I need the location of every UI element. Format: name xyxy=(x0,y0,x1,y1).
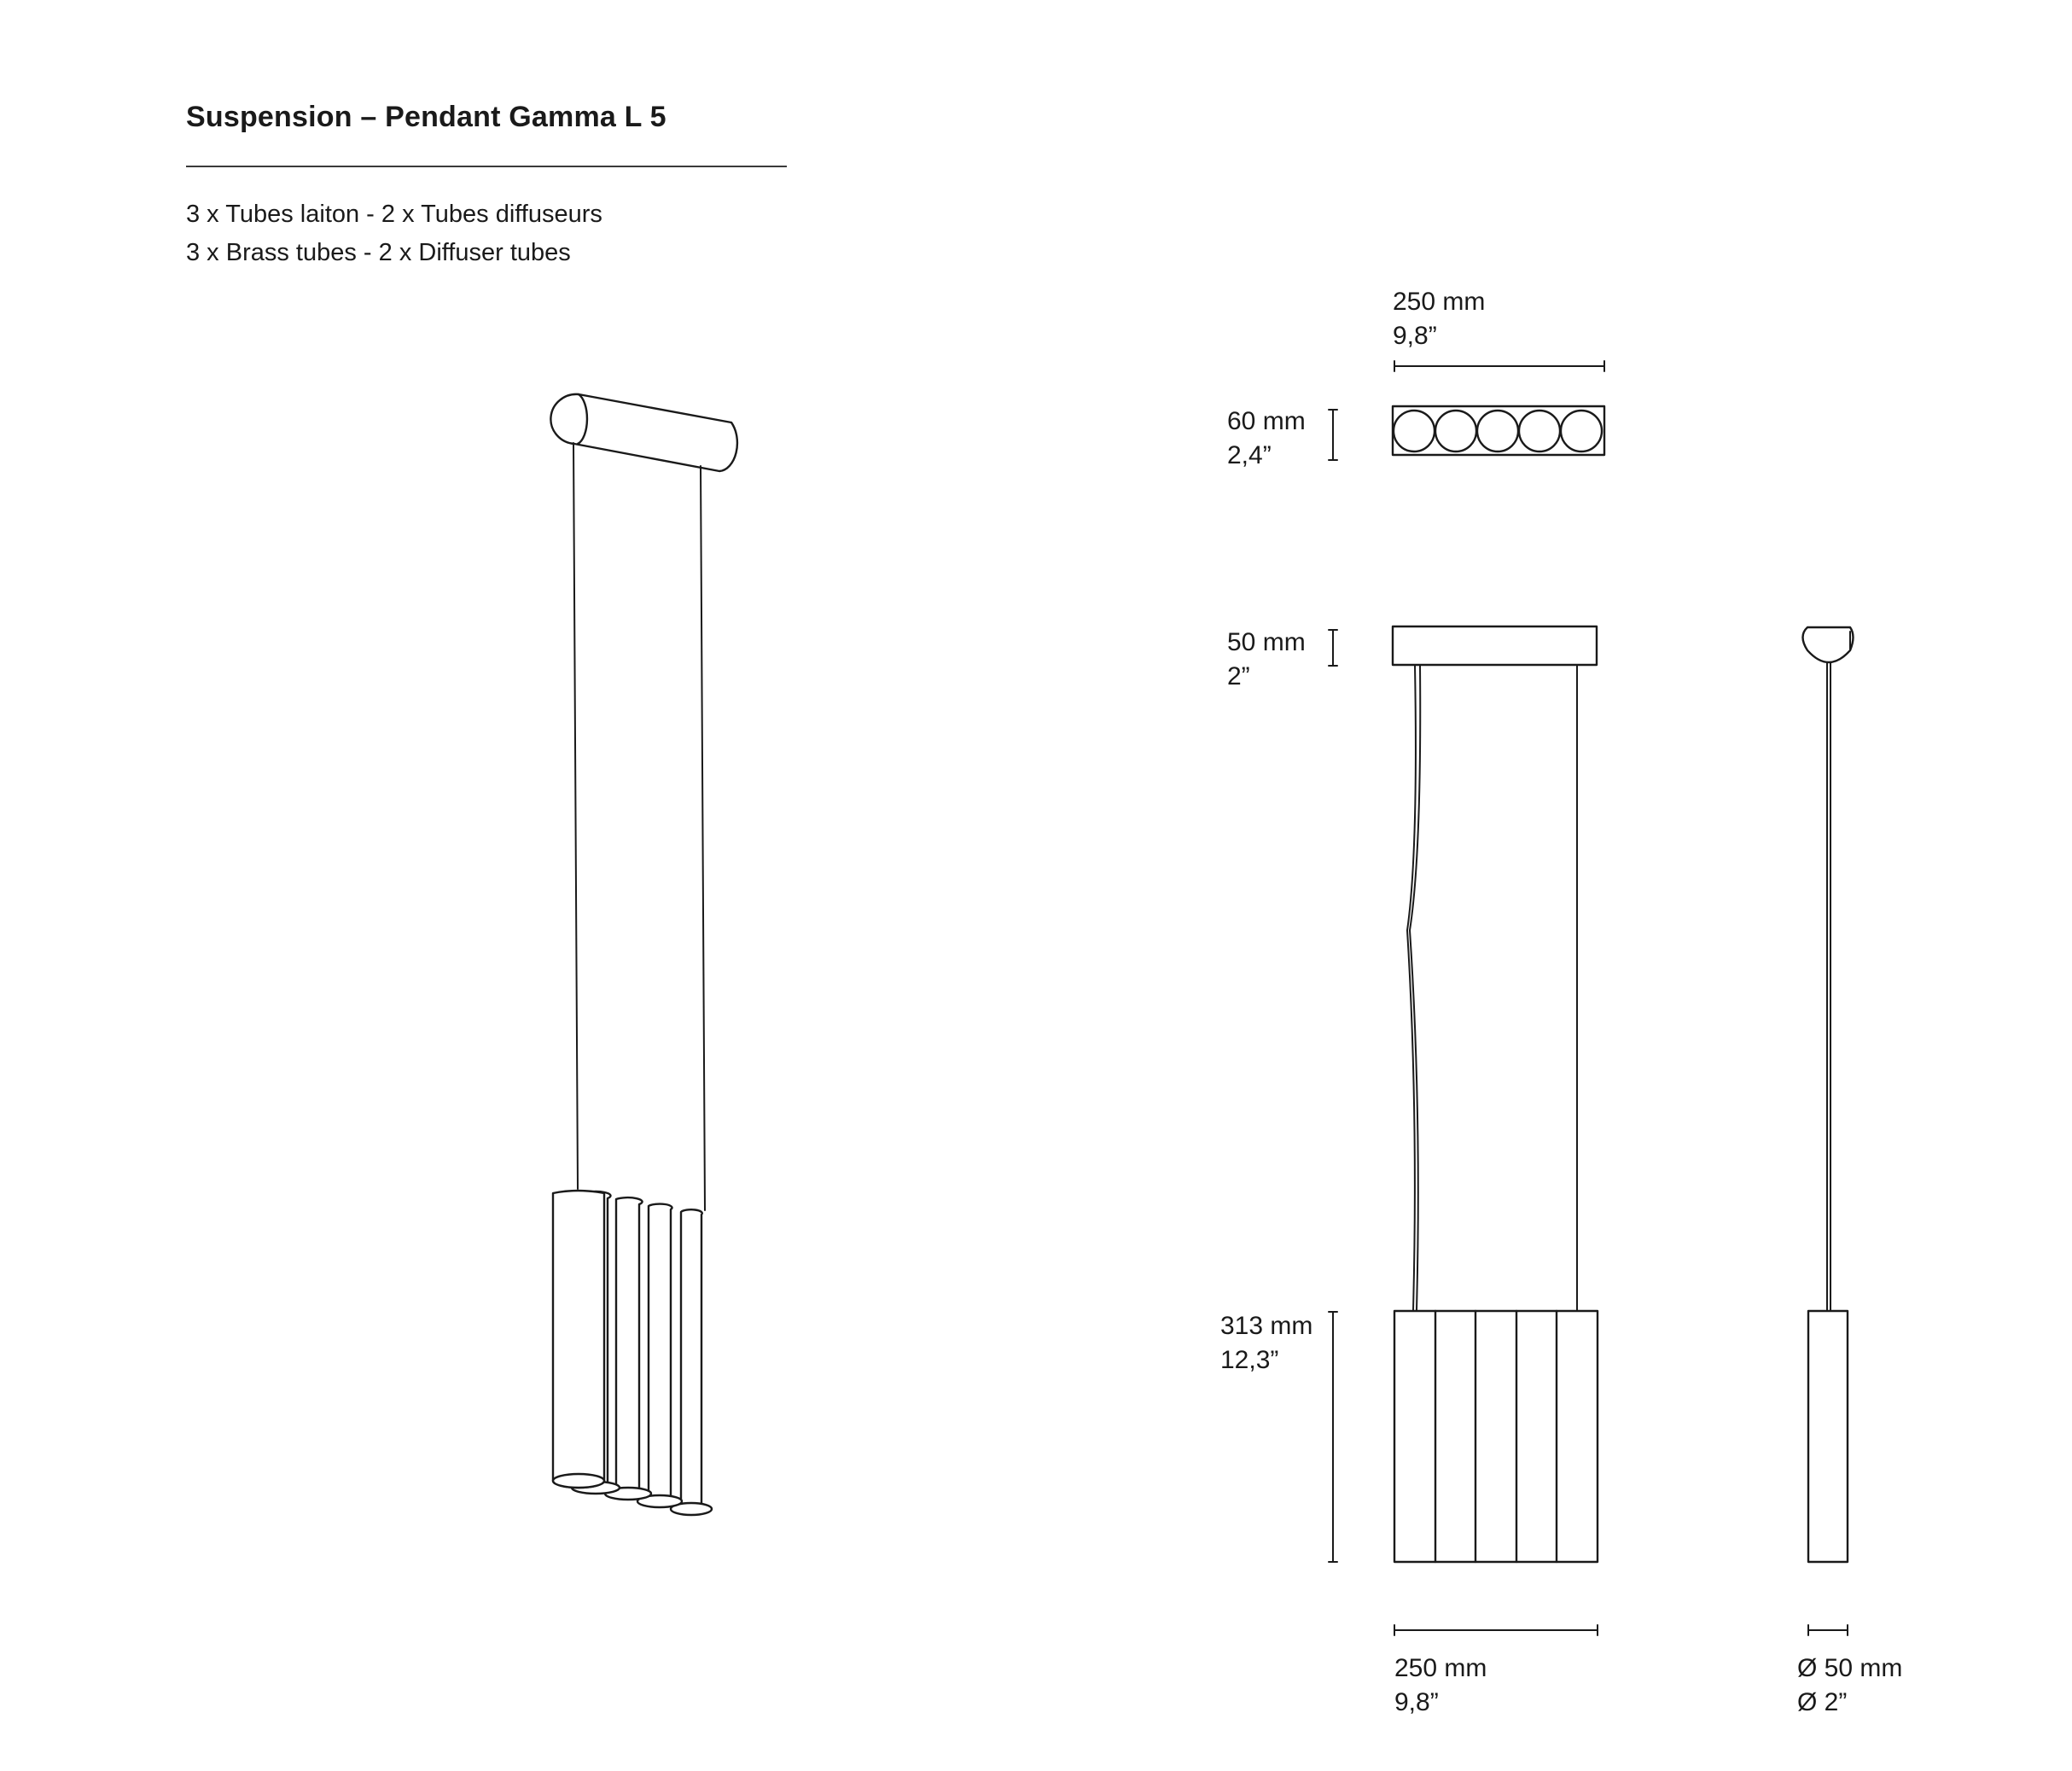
perspective-tube-4 xyxy=(637,1204,682,1507)
front-tubes xyxy=(1394,1311,1598,1562)
canopy-height-inch: 2” xyxy=(1227,662,1250,690)
perspective-tube-5 xyxy=(671,1209,712,1515)
description-english: 3 x Brass tubes - 2 x Diffuser tubes xyxy=(186,239,571,266)
top-width-mm: 250 mm xyxy=(1393,288,1486,316)
diameter-mm: Ø 50 mm xyxy=(1797,1654,1903,1682)
side-tube xyxy=(1808,1311,1848,1562)
top-view xyxy=(1329,361,1604,460)
page-title: Suspension – Pendant Gamma L 5 xyxy=(186,101,666,133)
tube-height-mm: 313 mm xyxy=(1220,1312,1313,1340)
perspective-canopy xyxy=(550,394,737,471)
side-canopy xyxy=(1803,627,1854,662)
canopy-height-mm: 50 mm xyxy=(1227,628,1306,656)
bottom-width-inch: 9,8” xyxy=(1394,1688,1439,1716)
perspective-tubes xyxy=(553,1191,712,1515)
tube-height-inch: 12,3” xyxy=(1220,1346,1279,1374)
top-width-inch: 9,8” xyxy=(1393,322,1437,350)
perspective-tube-1 xyxy=(553,1191,604,1488)
front-view xyxy=(1329,626,1598,1635)
bottom-width-mm: 250 mm xyxy=(1394,1654,1487,1682)
top-depth-mm: 60 mm xyxy=(1227,407,1306,435)
top-view-tube-circles xyxy=(1394,411,1602,451)
top-depth-inch: 2,4” xyxy=(1227,441,1272,469)
description-french: 3 x Tubes laiton - 2 x Tubes diffuseurs xyxy=(186,201,602,228)
perspective-tube-3 xyxy=(605,1197,651,1500)
perspective-cables xyxy=(573,443,705,1210)
side-view xyxy=(1803,627,1854,1635)
diameter-inch: Ø 2” xyxy=(1797,1688,1848,1716)
front-canopy xyxy=(1393,626,1597,665)
front-cables xyxy=(1407,665,1577,1310)
perspective-view xyxy=(550,394,737,1515)
